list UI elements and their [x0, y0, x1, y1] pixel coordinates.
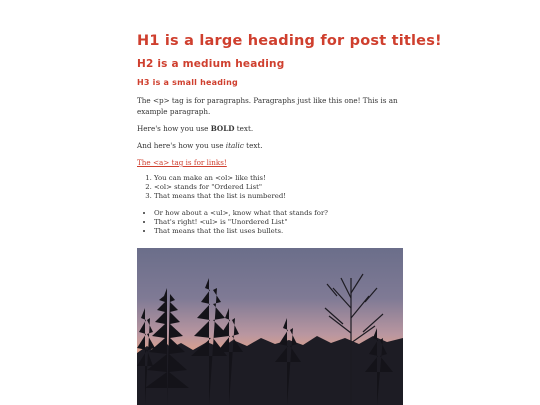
ordered-list-item: 3. That means that the list is numbered!: [154, 192, 286, 201]
bold-word: BOLD: [210, 124, 235, 133]
unordered-list-item: • Or how about a <ul>, know what that stands for?: [154, 209, 328, 218]
ordered-list-item: 1. You can make an <ol> like this!: [154, 174, 286, 183]
ordered-list: [137, 174, 286, 202]
example-paragraph: The <p> tag is for paragraphs. Paragraphs just like this one! This is an example paragraph.: [137, 96, 398, 116]
italic-word: italic: [225, 141, 244, 150]
italic-suffix: text.: [243, 141, 263, 150]
bold-prefix: Here's how you use: [137, 124, 211, 133]
italic-prefix: And here's how you use: [137, 141, 226, 150]
link-paragraph: [137, 158, 402, 169]
unordered-list-item: • That's right! <ul> is "Unordered List": [154, 218, 328, 227]
bold-suffix: text.: [234, 124, 254, 133]
medium-heading-h2: H2 is a medium heading: [137, 58, 285, 70]
bold-paragraph: [137, 124, 402, 135]
small-heading-h3: H3 is a small heading: [137, 78, 238, 87]
sunset-forest-photo: [137, 248, 403, 405]
ordered-list-item: 2. <ol> stands for "Ordered List": [154, 183, 286, 192]
post-title-h1: H1 is a large heading for post titles!: [137, 33, 442, 49]
italic-paragraph: [137, 141, 402, 152]
unordered-list-item: • That means that the list uses bullets.: [154, 227, 328, 236]
example-link[interactable]: The <a> tag is for links!: [137, 158, 227, 167]
unordered-list: [137, 209, 328, 237]
tree-silhouettes: [137, 248, 403, 405]
